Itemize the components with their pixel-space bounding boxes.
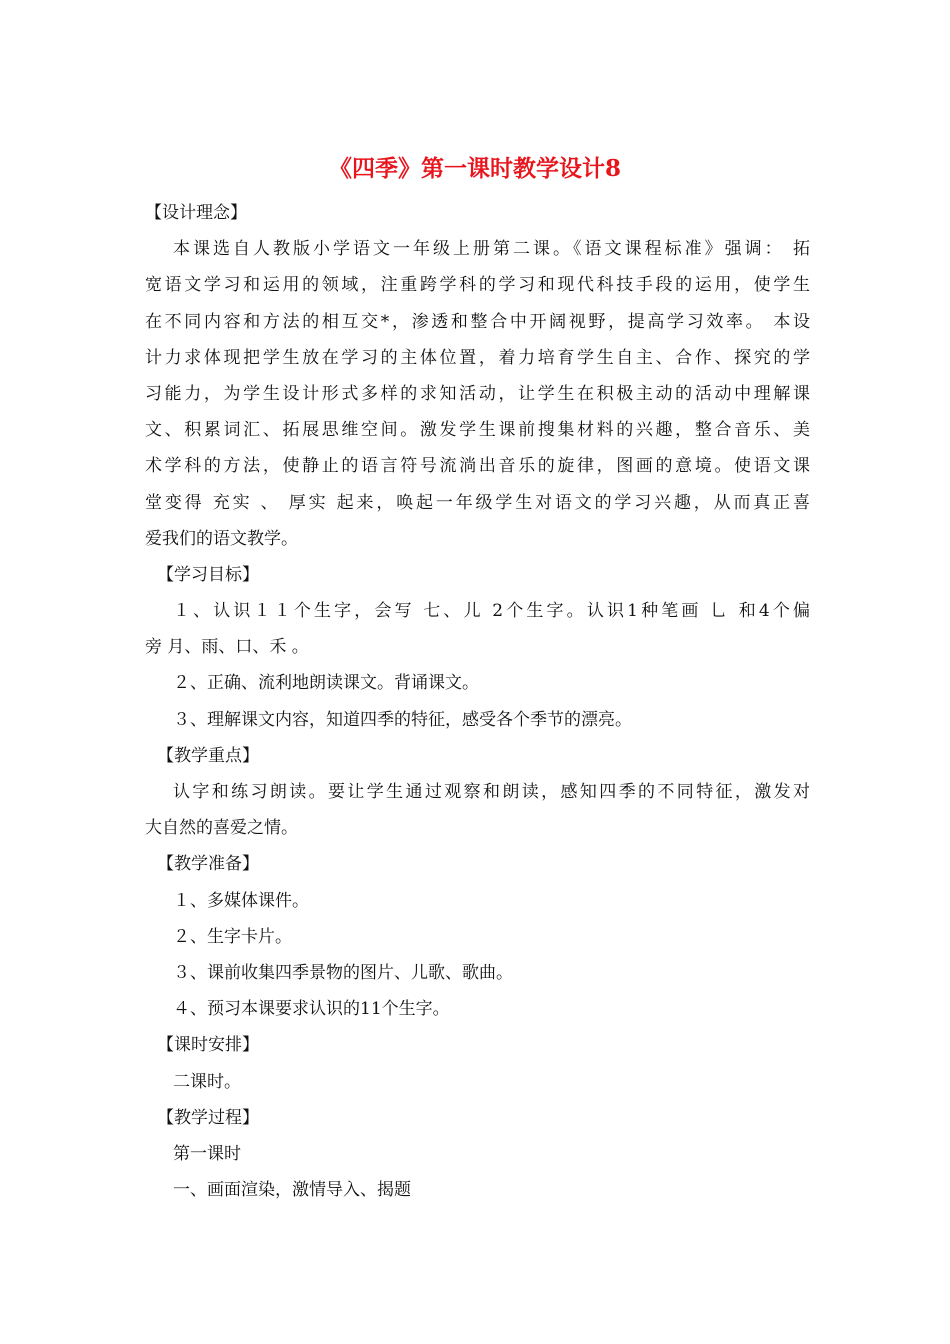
paragraph-line: 本课选自人教版小学语文一年级上册第二课。《语文课程标准》强调： 拓: [173, 239, 810, 260]
list-item-continuation: 旁 月、雨、口、禾 。: [145, 637, 309, 658]
section-heading-schedule: 【课时安排】: [157, 1035, 259, 1056]
list-item: ２、生字卡片。: [173, 926, 292, 947]
paragraph-line: 计力求体现把学生放在学习的主体位置，着力培育学生自主、合作、探究的学: [145, 347, 810, 368]
paragraph-line: 堂变得 充实 、 厚实 起来，唤起一年级学生对语文的学习兴趣，从而真正喜: [145, 492, 810, 513]
subheading-lesson-one: 第一课时: [173, 1143, 241, 1164]
list-item: １、多媒体课件。: [173, 890, 309, 911]
paragraph-line: 习能力，为学生设计形式多样的求知活动，让学生在积极主动的活动中理解课: [145, 383, 810, 404]
subheading-step-one: 一、画面渲染，激情导入、揭题: [173, 1180, 411, 1201]
paragraph-line: 术学科的方法，使静止的语言符号流淌出音乐的旋律，图画的意境。使语文课: [145, 456, 810, 477]
paragraph-line: 二课时。: [173, 1071, 241, 1092]
section-heading-process: 【教学过程】: [157, 1107, 259, 1128]
section-heading-goals: 【学习目标】: [157, 564, 259, 585]
paragraph-line: 爱我们的语文教学。: [145, 528, 298, 549]
paragraph-line: 大自然的喜爱之情。: [145, 818, 298, 839]
section-heading-key-points: 【教学重点】: [157, 745, 259, 766]
list-item: ２、正确、流利地朗读课文。背诵课文。: [173, 673, 479, 694]
document-body: [145, 195, 810, 1208]
section-heading-preparation: 【教学准备】: [157, 854, 259, 875]
list-item: １、认识１１个生字，会写 七、儿 2个生字。认识1种笔画 乚 和4个偏: [173, 601, 810, 622]
section-heading-concept: 【设计理念】: [145, 203, 247, 223]
list-item: ３、课前收集四季景物的图片、儿歌、歌曲。: [173, 962, 513, 983]
list-item: ３、理解课文内容，知道四季的特征，感受各个季节的漂亮。: [173, 709, 632, 730]
paragraph-line: 在不同内容和方法的相互交*，渗透和整合中开阔视野，提高学习效率。 本设: [145, 311, 810, 332]
paragraph-line: 宽语文学习和运用的领域，注重跨学科的学习和现代科技手段的运用，使学生: [145, 275, 810, 296]
paragraph-line: 认字和练习朗读。要让学生通过观察和朗读，感知四季的不同特征，激发对: [173, 782, 810, 802]
document-title: 《四季》第一课时教学设计8: [328, 155, 621, 182]
paragraph-line: 文、积累词汇、拓展思维空间。激发学生课前搜集材料的兴趣，整合音乐、美: [145, 420, 810, 441]
list-item: ４、预习本课要求认识的11个生字。: [173, 999, 450, 1020]
